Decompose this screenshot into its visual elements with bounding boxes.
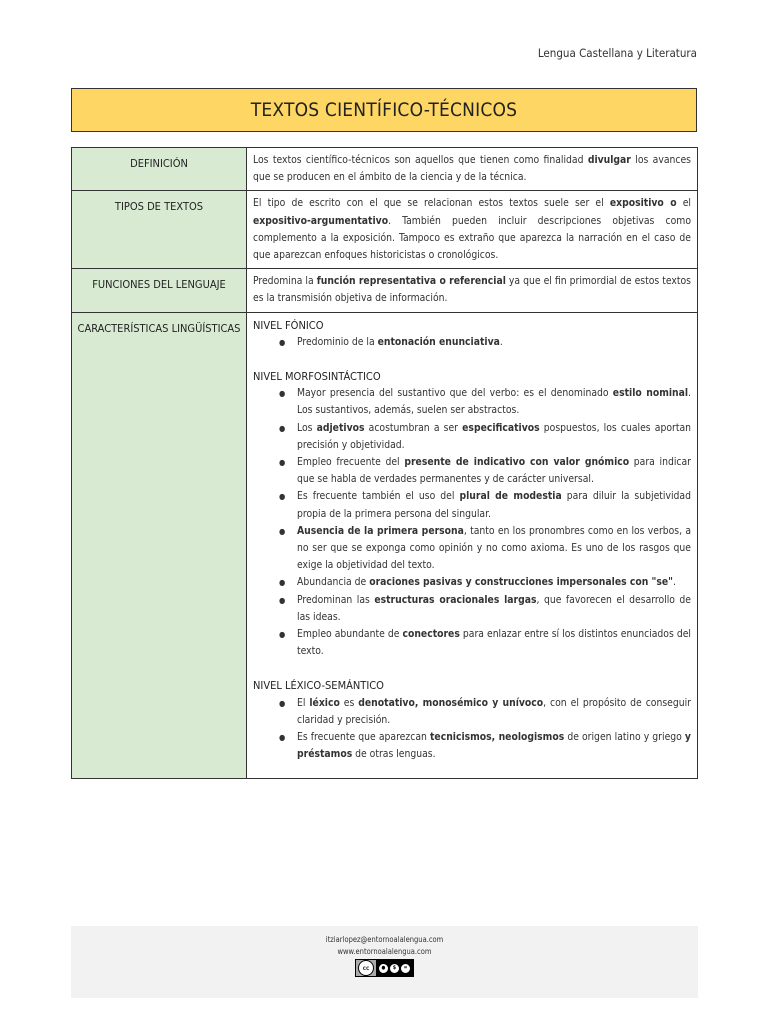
bold-text: especificativos [462, 421, 540, 434]
row-definicion [72, 148, 698, 191]
bold-text: léxico [309, 696, 340, 709]
text: ya que el fin primordial de estos textos es la transmisión objetiva de información. [253, 275, 691, 305]
bold-text: expositivo o [609, 197, 677, 210]
equals-icon: = [401, 964, 410, 973]
title-box [71, 88, 697, 132]
text: Predominan las [297, 593, 375, 606]
row-funciones [72, 269, 698, 312]
content-table [71, 147, 698, 779]
text: pospuestos, los cuales aportan precisión y objetividad. [297, 421, 691, 451]
label-caracteristicas: CARACTERÍSTICAS LINGÜÍSTICAS [72, 312, 247, 778]
bold-text: presente de indicativo con valor gnómico [404, 456, 630, 469]
list-item [297, 488, 691, 522]
footer-website[interactable]: www.entornoalalengua.com [337, 947, 432, 956]
bold-text: estilo nominal [612, 387, 689, 400]
bold-text: entonación enunciativa [377, 335, 500, 348]
text: para enlazar entre sí los distintos enunciados del texto. [297, 628, 691, 658]
text: . Los sustantivos, además, suelen ser abstractos. [297, 387, 691, 417]
text: Mayor presencia del sustantivo que del verbo: es el denominado [297, 387, 613, 400]
row-tipos [72, 191, 698, 269]
text: Los [297, 421, 317, 434]
text: el [676, 197, 691, 210]
bold-text: Ausencia de la primera persona [297, 524, 464, 537]
text: , tanto en los pronombres como en los verbos, a no ser que se exponga como opinión y no como axioma. Es uno de los rasgos que exige la objetividad del texto. [297, 524, 691, 572]
list-item [297, 574, 691, 591]
footer [71, 926, 698, 998]
bold-text: estructuras oracionales largas [374, 593, 537, 606]
list-lexico [253, 695, 691, 764]
text: , con el propósito de conseguir claridad y precisión. [297, 696, 691, 726]
bold-text: plural de modestia [459, 490, 562, 503]
text: Empleo abundante de [297, 628, 403, 641]
content-funciones [247, 269, 698, 312]
header-subject: Lengua Castellana y Literatura [537, 46, 697, 60]
text: El [297, 696, 310, 709]
text: Es frecuente también el uso del [297, 490, 460, 503]
bold-text: y préstamos [297, 731, 691, 761]
list-fonico [253, 334, 691, 351]
cc-conditions [376, 960, 413, 976]
bold-text: tecnicismos, neologismos [429, 731, 565, 744]
list-item [297, 626, 691, 660]
text: Es frecuente que aparezcan [297, 731, 430, 744]
text: de otras lenguas. [352, 748, 436, 761]
text: es [339, 696, 359, 709]
text: , que favorecen el desarrollo de las ideas. [297, 593, 691, 623]
list-item [297, 592, 691, 626]
text: para diluir la subjetividad propia de la primera persona del singular. [297, 490, 691, 520]
text: los avances que se producen en el ámbito de la ciencia y de la técnica. [253, 154, 691, 184]
text: . También pueden incluir descripciones objetivas como complemento a la exposición. Tampoco es extraño que aparezca la narración en el caso de que aparezcan enfoques historicistas o cronológicos. [253, 214, 691, 262]
person-icon: ● [379, 964, 388, 973]
text: para indicar que se habla de verdades permanentes y de carácter universal. [297, 456, 691, 486]
text: acostumbran a ser [364, 421, 463, 434]
text: El tipo de escrito con el que se relacionan estos textos suele ser el [253, 197, 610, 210]
bold-text: denotativo, monosémico y unívoco [358, 696, 544, 709]
text: . [499, 335, 503, 348]
content-tipos [247, 191, 698, 269]
cc-icon: cc [358, 960, 374, 976]
bold-text: conectores [402, 628, 460, 641]
text: Predomina la [253, 275, 317, 288]
bold-text: divulgar [587, 154, 631, 166]
no-dollar-icon: $ [390, 964, 399, 973]
cc-license-badge[interactable] [355, 959, 414, 977]
list-item [297, 334, 691, 351]
label-tipos: TIPOS DE TEXTOS [72, 191, 247, 269]
text: Empleo frecuente del [297, 456, 405, 469]
bold-text: expositivo-argumentativo [253, 214, 389, 227]
bold-text: función representativa o referencial [316, 275, 506, 288]
section-title-morfosintactico: NIVEL MORFOSINTÁCTICO [253, 370, 381, 384]
list-item [297, 695, 691, 729]
footer-email[interactable]: itziarlopez@entornoalalengua.com [325, 935, 444, 944]
list-item [297, 523, 691, 575]
section-title-lexico: NIVEL LÉXICO-SEMÁNTICO [253, 679, 384, 693]
list-item [297, 454, 691, 488]
bold-text: adjetivos [316, 421, 365, 434]
text: Abundancia de [297, 576, 370, 589]
list-item [297, 729, 691, 763]
list-item [297, 420, 691, 454]
content-caracteristicas [247, 312, 698, 778]
text: de origen latino y griego [564, 731, 685, 744]
bold-text: oraciones pasivas y construcciones impersonales con "se" [369, 576, 673, 589]
list-morfosintactico [253, 385, 691, 660]
label-funciones: FUNCIONES DEL LENGUAJE [72, 269, 247, 312]
text: Los textos científico-técnicos son aquellos que tienen como finalidad [253, 154, 588, 166]
label-definicion: DEFINICIÓN [72, 148, 247, 191]
text: . [672, 576, 676, 589]
list-item [297, 385, 691, 419]
row-caracteristicas [72, 312, 698, 778]
section-title-fonico: NIVEL FÓNICO [253, 318, 324, 332]
content-definicion [247, 148, 698, 191]
text: Predominio de la [297, 335, 378, 348]
page-title: TEXTOS CIENTÍFICO-TÉCNICOS [250, 99, 518, 121]
